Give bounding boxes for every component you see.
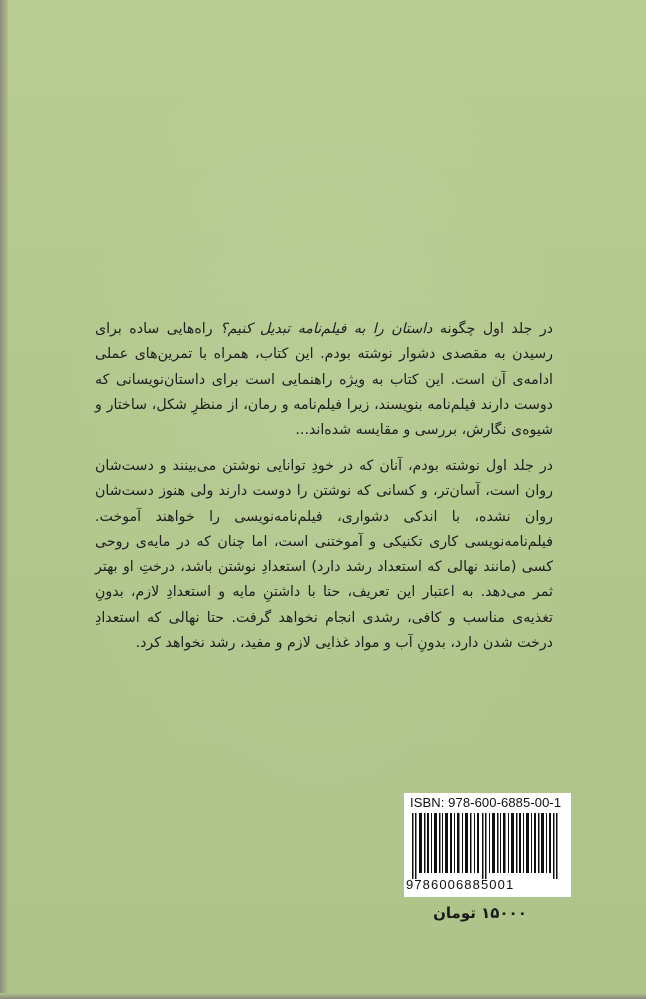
barcode-digits: 9786006885001 [406, 877, 515, 892]
blurb-paragraph-2: در جلد اول نوشته بودم، آنان که در خودِ توانایی نوشتن می‌بینند و دست‌شان روان است، آسان‌تر، و کسانی که نوشتن را دوست دارند ولی هنوز دست‌شان روان نشده، با اندکی دشواری، فیلم‌نامه‌نویسی را خواهند آموخت. فیلم‌نامه‌نویسی کاری تکنیکی و آموختنی است، اما چنان که در مایه‌ی روحی کسی (مانند نهالی که استعداد رشد دارد) استعدادِ نوشتن باشد، درختِ او بهتر ثمر می‌دهد. به اعتبار این تعریف، حتا با داشتنِ مایه و استعدادِ لازم، بدونِ تغذیه‌ی مناسب و کافی، رشدی انجام نخواهد گرفت. حتا نهالی که استعدادِ درخت شدن دارد، بدونِ آب و مواد غذایی لازم و مفید، رشد نخواهد کرد. [95, 458, 553, 652]
book-title-italic: داستان را به فیلم‌نامه تبدیل کنیم؟ [220, 321, 433, 337]
blurb-paragraph-1 [95, 317, 553, 443]
book-spine-edge [0, 0, 8, 999]
bottom-edge [0, 993, 646, 999]
isbn-number: ISBN: 978-600-6885-00-1 [410, 795, 562, 810]
price-label: ۱۵۰۰۰ تومان [433, 904, 527, 922]
barcode-icon [412, 813, 562, 879]
blurb-continuation: راه‌هایی ساده برای رسیدن به مقصدی دشوار نوشته بودم. این کتاب، همراه با تمرین‌های عملی ادامه‌ی آن است. این کتاب به ویژه راهنمایی است برای داستان‌نویسانی که دوست دارند فیلم‌نامه بنویسند، زیرا فیلم‌نامه و رمان، از منظرِ شکل، ساختار و شیوه‌ی نگارش، بررسی و مقایسه شده‌اند... [95, 321, 553, 439]
blurb-intro: در جلد اول چگونه [432, 321, 554, 337]
barcode-label [404, 793, 571, 897]
